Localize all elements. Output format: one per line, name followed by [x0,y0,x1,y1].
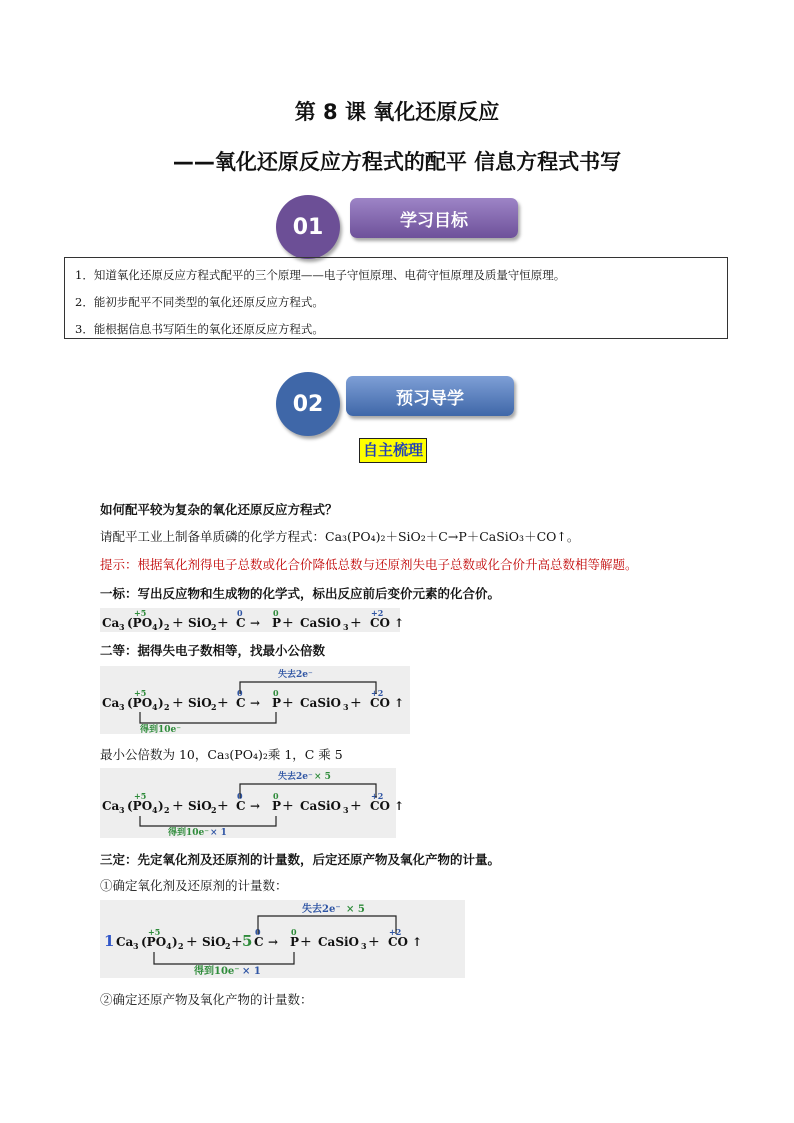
subscript: 4 [152,702,158,712]
formula-paren: ) [172,935,178,949]
formula-po4: (PO [127,696,153,710]
oxidation-state-p-product: 0 [273,791,279,801]
electron-loss-bracket [240,784,376,798]
formula-sio2: SiO [188,696,212,710]
plus-sign: + [172,695,184,711]
formula-casio3: CaSiO [300,696,342,710]
formula-ca: Ca [102,799,120,813]
question-text: 如何配平较为复杂的氧化还原反应方程式？ [100,502,338,517]
formula-c: C [236,799,246,813]
multiplier-5: × 5 [314,772,331,782]
plus-sign: + [350,695,362,711]
oxidation-state-co: +2 [389,927,402,937]
badge-label: 学习目标 [350,198,518,238]
formula-ca: Ca [102,696,120,710]
gas-arrow: ↑ [412,935,423,949]
gas-arrow: ↑ [394,799,405,813]
subscript: 2 [178,941,184,951]
title-line-2: ——氧化还原反应方程式的配平 信息方程式书写 [172,150,622,174]
step2-text: 二等：据得失电子数相等，找最小公倍数 [100,643,326,658]
electron-loss-label: 失去2e⁻ [278,670,313,680]
goal-item: 2．能初步配平不同类型的氧化还原反应方程式。 [75,295,324,309]
electron-gain-bracket [154,952,294,964]
oxidation-state-p-product: 0 [273,608,279,618]
formula-c: C [236,696,246,710]
subscript: 3 [343,702,349,712]
hint-text: 提示：根据氧化剂得电子总数或化合价降低总数与还原剂失电子总数或化合价升高总数相等解题。 [100,557,638,572]
subscript: 4 [152,805,158,815]
formula-po4: (PO [127,616,153,630]
oxidation-state-co: +2 [371,608,384,618]
subscript: 4 [166,941,172,951]
formula-paren: ) [158,616,164,630]
formula-paren: ) [158,799,164,813]
electron-loss-bracket [240,682,376,694]
plus-sign: + [300,934,312,950]
subscript: 3 [119,622,125,632]
step3-text: 三定：先定氧化剂及还原剂的计量数，后定还原产物及氧化产物的计量。 [100,852,501,867]
oxidation-state-c: 0 [237,608,243,618]
formula-co: CO [370,696,391,710]
oxidation-state-p: +5 [134,608,147,618]
formula-po4: (PO [141,935,167,949]
reaction-arrow: → [250,616,261,630]
formula-p: P [272,616,282,630]
electron-gain-label: 得到10e⁻ [140,725,182,735]
plus-sign: + [186,934,198,950]
formula-casio3: CaSiO [300,799,342,813]
coefficient-ca: 1 [104,932,115,950]
subscript: 3 [133,941,139,951]
plus-sign: + [368,934,380,950]
multiplier-1: × 1 [242,966,261,977]
badge-number: 01 [276,195,340,259]
electron-loss-label: 失去2e⁻ [278,772,313,782]
section-tag: 自主梳理 [359,438,427,463]
plus-sign: + [282,615,294,631]
reaction-arrow: → [250,799,261,813]
plus-sign: + [282,695,294,711]
electron-loss-label: 失去2e⁻ [302,904,341,915]
formula-co: CO [388,935,409,949]
goal-item: 1．知道氧化还原反应方程式配平的三个原理——电子守恒原理、电荷守恒原理及质量守恒原理。 [75,268,566,282]
formula-p: P [272,696,282,710]
oxidation-state-c: 0 [237,688,243,698]
subscript: 2 [225,941,231,951]
reaction-arrow: → [250,696,261,710]
formula-casio3: CaSiO [300,616,342,630]
formula-c: C [254,935,264,949]
subscript: 2 [164,805,170,815]
subscript: 2 [211,702,217,712]
subscript: 2 [164,622,170,632]
subscript: 3 [119,805,125,815]
formula-c: C [236,616,246,630]
subscript: 3 [119,702,125,712]
plus-sign: + [350,798,362,814]
sub2-text: ②确定还原产物及氧化产物的计量数： [100,992,313,1007]
equation-step2 [100,666,410,734]
equation-step1 [100,608,405,632]
plus-sign: + [350,615,362,631]
oxidation-state-p-product: 0 [273,688,279,698]
badge-label: 预习导学 [346,376,514,416]
subscript: 3 [343,805,349,815]
oxidation-state-co: +2 [371,791,384,801]
task-text: 请配平工业上制备单质磷的化学方程式：Ca₃(PO₄)₂＋SiO₂＋C→P＋CaSiO₃＋CO↑。 [100,529,580,544]
formula-co: CO [370,616,391,630]
sub1-text: ①确定氧化剂及还原剂的计量数： [100,878,288,893]
plus-sign: + [172,615,184,631]
formula-p: P [272,799,282,813]
oxidation-state-p: +5 [134,791,147,801]
plus-sign: + [217,615,229,631]
formula-sio2: SiO [188,616,212,630]
subscript: 2 [211,805,217,815]
badge-number: 02 [276,372,340,436]
plus-sign: + [172,798,184,814]
formula-sio2: SiO [202,935,226,949]
oxidation-state-co: +2 [371,688,384,698]
subscript: 2 [211,622,217,632]
reaction-arrow: → [268,935,279,949]
formula-sio2: SiO [188,799,212,813]
title-line-1: 第 8 课 氧化还原反应 [294,100,500,124]
plus-sign: + [282,798,294,814]
electron-gain-label: 得到10e⁻ [168,828,210,838]
multiplier-5: × 5 [346,904,365,915]
multiplier-1: × 1 [210,828,227,838]
subscript: 2 [164,702,170,712]
oxidation-state-p: +5 [148,927,161,937]
formula-po4: (PO [127,799,153,813]
plus-sign: + [231,934,243,950]
formula-ca: Ca [116,935,134,949]
goal-item: 3．能根据信息书写陌生的氧化还原反应方程式。 [75,322,324,336]
formula-paren: ) [158,696,164,710]
formula-casio3: CaSiO [318,935,360,949]
electron-gain-bracket [140,712,276,723]
learning-goals-box [64,257,728,339]
formula-p: P [290,935,300,949]
coefficient-c: 5 [242,932,253,950]
plus-sign: + [217,798,229,814]
formula-co: CO [370,799,391,813]
gas-arrow: ↑ [394,696,405,710]
oxidation-state-c: 0 [255,927,261,937]
oxidation-state-p-product: 0 [291,927,297,937]
gas-arrow: ↑ [394,616,405,630]
oxidation-state-c: 0 [237,791,243,801]
electron-gain-label: 得到10e⁻ [194,966,240,977]
subscript: 4 [152,622,158,632]
equation-multiplied [100,768,405,838]
electron-loss-bracket [258,916,396,934]
lcm-text: 最小公倍数为 10，Ca₃(PO₄)₂乘 1，C 乘 5 [100,747,343,762]
subscript: 3 [361,941,367,951]
plus-sign: + [217,695,229,711]
electron-gain-bracket [140,816,276,826]
subscript: 3 [343,622,349,632]
oxidation-state-p: +5 [134,688,147,698]
step1-text: 一标：写出反应物和生成物的化学式，标出反应前后变价元素的化合价。 [100,586,501,601]
equation-coefficients [100,900,465,978]
formula-ca: Ca [102,616,120,630]
